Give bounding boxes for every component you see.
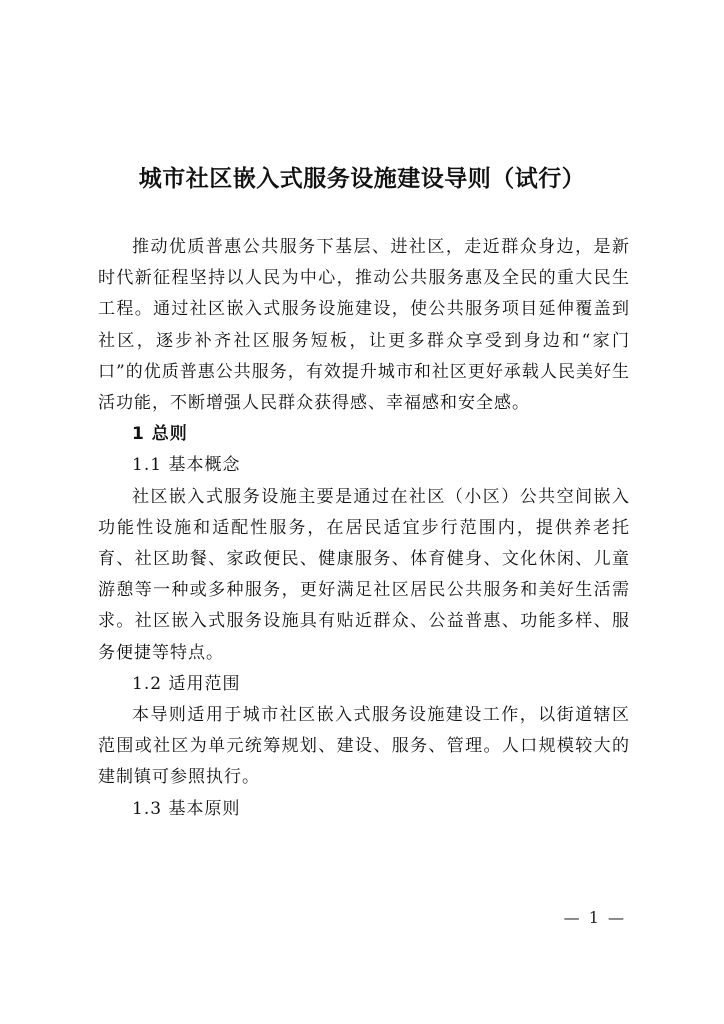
intro-paragraph: 推动优质普惠公共服务下基层、进社区，走近群众身边，是新时代新征程坚持以人民为中心，推动公共服务惠及全民的重大民生工程。通过社区嵌入式服务设施建设，使公共服务项目延伸覆盖到社区，逐步补齐社区服务短板，让更多群众享受到身边和“家门口”的优质普惠公共服务，有效提升城市和社区更好承载人民美好生活功能，不断增强人民群众获得感、幸福感和安全感。 bbox=[98, 237, 630, 414]
document-title: 城市社区嵌入式服务设施建设导则（试行） bbox=[138, 166, 586, 192]
section-1-2-heading: 1.2 适用范围 bbox=[132, 673, 241, 694]
section-1-1-paragraph: 社区嵌入式服务设施主要是通过在社区（小区）公共空间嵌入功能性设施和适配性服务，在居民适宜步行范围内，提供养老托育、社区助餐、家政便民、健康服务、体育健身、文化休闲、儿童游憩等一种或多种服务，更好满足社区居民公共服务和美好生活需求。社区嵌入式服务设施具有贴近群众、公益普惠、功能多样、服务便捷等特点。 bbox=[98, 486, 630, 663]
section-1-2-paragraph: 本导则适用于城市社区嵌入式服务设施建设工作，以街道辖区范围或社区为单元统筹规划、建设、服务、管理。人口规模较大的建制镇可参照执行。 bbox=[98, 705, 630, 788]
page-number: — 1 — bbox=[563, 908, 626, 927]
section-1-1-heading: 1.1 基本概念 bbox=[132, 455, 241, 476]
document-body bbox=[98, 232, 630, 825]
section-1-3-heading: 1.3 基本原则 bbox=[132, 798, 241, 819]
section-1-heading: 1 总则 bbox=[132, 424, 188, 445]
